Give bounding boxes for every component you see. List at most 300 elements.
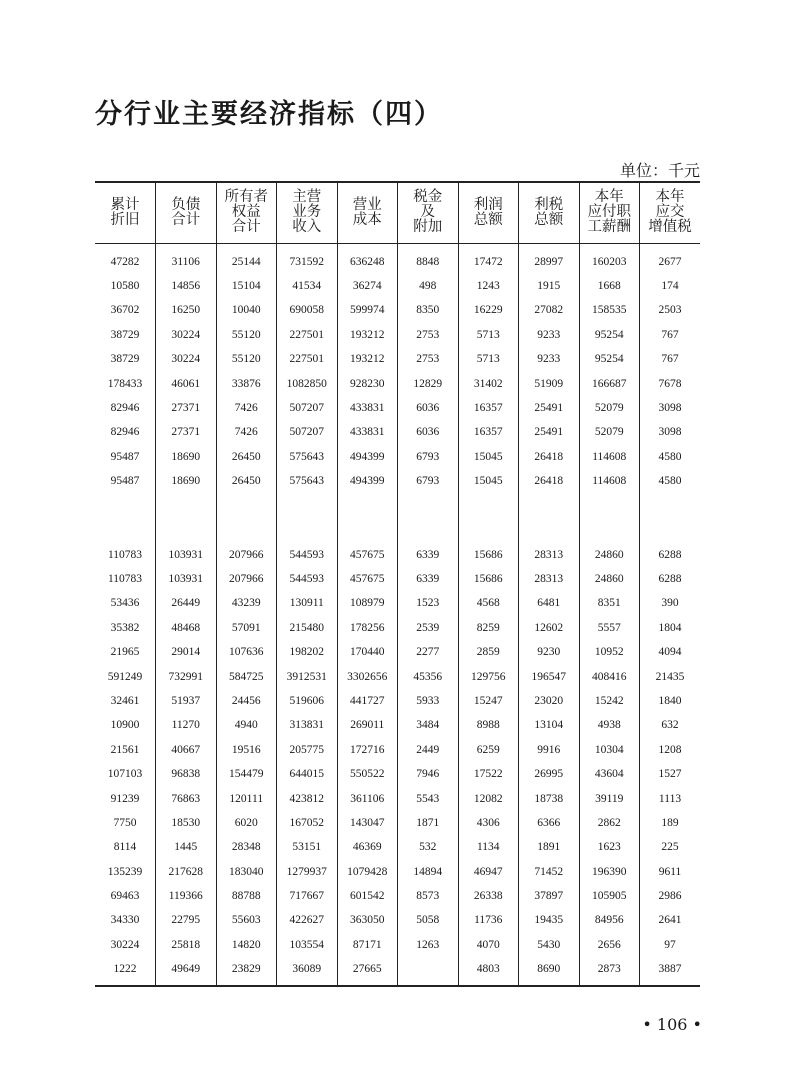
table-cell: 29014 — [156, 640, 217, 664]
table-cell: 18690 — [156, 445, 217, 469]
table-cell: 174 — [640, 274, 701, 298]
column-header-line: 利润 — [473, 196, 503, 213]
table-cell: 15045 — [458, 469, 519, 493]
table-cell: 95254 — [579, 323, 640, 347]
table-cell: 636248 — [337, 243, 398, 274]
table-cell: 12082 — [458, 786, 519, 810]
table-cell: 76863 — [156, 786, 217, 810]
column-header-line: 税金 — [413, 189, 443, 206]
table-cell: 6036 — [398, 420, 459, 444]
table-cell: 1222 — [95, 957, 156, 986]
table-cell: 47282 — [110, 255, 140, 268]
table-cell: 28997 — [519, 243, 580, 274]
table-cell: 119366 — [156, 884, 217, 908]
table-cell: 17522 — [458, 762, 519, 786]
table-cell: 4803 — [458, 957, 519, 986]
table-cell: 95487 — [110, 450, 140, 463]
table-cell: 87171 — [337, 933, 398, 957]
table-cell: 2862 — [579, 811, 640, 835]
table-cell: 9916 — [519, 738, 580, 762]
table-cell: 2753 — [398, 323, 459, 347]
table-cell: 21561 — [110, 743, 140, 756]
table-cell: 158535 — [579, 298, 640, 322]
table-cell: 205775 — [277, 738, 338, 762]
column-header — [458, 182, 519, 243]
table-cell: 3098 — [640, 420, 701, 444]
table-cell: 8988 — [458, 713, 519, 737]
table-cell: 36089 — [277, 957, 338, 986]
table-cell: 105905 — [579, 884, 640, 908]
table-cell: 575643 — [277, 445, 338, 469]
table-cell: 215480 — [277, 616, 338, 640]
table-cell: 1445 — [156, 835, 217, 859]
table-cell: 196547 — [519, 664, 580, 688]
table-row — [95, 274, 700, 298]
table-cell: 1208 — [640, 738, 701, 762]
table-cell: 178256 — [337, 616, 398, 640]
table-cell: 457675 — [337, 567, 398, 591]
table-cell: 189 — [640, 811, 701, 835]
table-cell: 107636 — [216, 640, 277, 664]
table-cell: 71452 — [519, 859, 580, 883]
table-cell: 52079 — [579, 420, 640, 444]
table-cell: 8690 — [519, 957, 580, 986]
table-cell: 584725 — [216, 664, 277, 688]
table-cell: 18690 — [156, 469, 217, 493]
table-cell: 15104 — [216, 274, 277, 298]
indicator-table — [95, 181, 700, 987]
column-header — [398, 182, 459, 243]
table-cell: 10580 — [110, 280, 140, 293]
table-cell: 55603 — [216, 908, 277, 932]
table-cell: 14856 — [156, 274, 217, 298]
table-cell: 27082 — [519, 298, 580, 322]
table-cell: 7426 — [216, 396, 277, 420]
table-row — [95, 323, 700, 347]
table-row — [95, 591, 700, 615]
table-cell: 170440 — [337, 640, 398, 664]
column-header-line: 收入 — [292, 219, 322, 236]
table-cell: 6288 — [640, 542, 701, 566]
table-cell: 767 — [640, 347, 701, 371]
table-cell: 32461 — [110, 694, 140, 707]
table-cell: 8573 — [398, 884, 459, 908]
table-row — [95, 567, 700, 591]
table-cell: 6020 — [216, 811, 277, 835]
column-header — [277, 182, 338, 243]
table-cell: 2449 — [398, 738, 459, 762]
table-cell: 9233 — [519, 323, 580, 347]
table-cell: 690058 — [277, 298, 338, 322]
empty-cell — [95, 493, 156, 542]
table-cell: 16250 — [156, 298, 217, 322]
table-cell: 507207 — [277, 420, 338, 444]
table-cell: 5713 — [458, 323, 519, 347]
table-cell: 441727 — [337, 689, 398, 713]
table-row — [95, 420, 700, 444]
table-cell: 6339 — [398, 542, 459, 566]
table-cell: 110783 — [107, 572, 143, 585]
table-cell: 26449 — [156, 591, 217, 615]
table-cell: 130911 — [277, 591, 338, 615]
table-row — [95, 908, 700, 932]
column-header-line: 应付职 — [587, 204, 631, 221]
table-cell: 103931 — [156, 542, 217, 566]
table-cell: 767 — [640, 323, 701, 347]
table-cell: 82946 — [110, 402, 140, 415]
table-row — [95, 933, 700, 957]
table-row — [95, 884, 700, 908]
table-cell: 21435 — [640, 664, 701, 688]
column-header — [579, 182, 640, 243]
table-cell: 433831 — [337, 420, 398, 444]
table-cell: 16229 — [458, 298, 519, 322]
table-cell: 3484 — [398, 713, 459, 737]
table-row — [95, 347, 700, 371]
empty-cell — [398, 493, 459, 542]
table-cell: 31402 — [458, 371, 519, 395]
table-row — [95, 396, 700, 420]
table-cell: 6036 — [398, 396, 459, 420]
table-cell: 6481 — [519, 591, 580, 615]
table-cell: 30224 — [156, 323, 217, 347]
table-cell: 19435 — [519, 908, 580, 932]
table-cell: 3912531 — [277, 664, 338, 688]
table-cell: 114608 — [579, 469, 640, 493]
column-header-line: 所有者 — [224, 189, 268, 206]
table-cell: 27371 — [156, 396, 217, 420]
table-cell: 575643 — [277, 469, 338, 493]
empty-cell — [156, 493, 217, 542]
table-cell: 28313 — [519, 542, 580, 566]
table-cell: 12829 — [398, 371, 459, 395]
table-cell: 25144 — [216, 243, 277, 274]
table-cell: 53436 — [110, 597, 140, 610]
table-cell: 46369 — [337, 835, 398, 859]
table-cell: 55120 — [216, 347, 277, 371]
table-cell: 16357 — [458, 396, 519, 420]
table-cell: 227501 — [277, 347, 338, 371]
table-cell: 498 — [398, 274, 459, 298]
table-cell — [398, 957, 459, 986]
column-header-line: 合计 — [171, 211, 201, 228]
table-row — [95, 859, 700, 883]
table-cell: 5557 — [579, 616, 640, 640]
table-cell: 26418 — [519, 469, 580, 493]
table-cell: 433831 — [337, 396, 398, 420]
table-cell: 28313 — [519, 567, 580, 591]
table-cell: 2641 — [640, 908, 701, 932]
table-cell: 4938 — [579, 713, 640, 737]
table-cell: 9230 — [519, 640, 580, 664]
table-cell: 1079428 — [337, 859, 398, 883]
table-cell: 2656 — [579, 933, 640, 957]
table-cell: 95487 — [110, 475, 140, 488]
table-cell: 207966 — [216, 542, 277, 566]
table-cell: 1915 — [519, 274, 580, 298]
table-cell: 97 — [640, 933, 701, 957]
table-cell: 193212 — [337, 347, 398, 371]
table-cell: 6366 — [519, 811, 580, 835]
table-cell: 39119 — [579, 786, 640, 810]
table-cell: 26450 — [216, 469, 277, 493]
table-cell: 8114 — [113, 841, 137, 854]
table-cell: 4070 — [458, 933, 519, 957]
empty-cell — [216, 493, 277, 542]
table-cell: 4306 — [458, 811, 519, 835]
column-header-line: 附加 — [413, 219, 443, 236]
column-header-line: 负债 — [171, 196, 201, 213]
table-cell: 227501 — [277, 323, 338, 347]
column-header-line: 及 — [420, 204, 435, 221]
table-cell: 21965 — [110, 646, 140, 659]
table-cell: 26450 — [216, 445, 277, 469]
table-cell: 38729 — [110, 328, 140, 341]
table-cell: 167052 — [277, 811, 338, 835]
column-header-line: 成本 — [352, 211, 382, 228]
table-cell: 55120 — [216, 323, 277, 347]
table-cell: 11736 — [458, 908, 519, 932]
table-cell: 4094 — [640, 640, 701, 664]
table-cell: 363050 — [337, 908, 398, 932]
table-cell: 1891 — [519, 835, 580, 859]
table-cell: 8259 — [458, 616, 519, 640]
unit-label: 单位：千元 — [619, 161, 700, 180]
column-header-line: 本年 — [594, 189, 624, 206]
table-cell: 591249 — [107, 670, 143, 683]
table-cell: 225 — [640, 835, 701, 859]
table-cell: 198202 — [277, 640, 338, 664]
table-cell: 10952 — [579, 640, 640, 664]
table-cell: 172716 — [337, 738, 398, 762]
table-cell: 110783 — [107, 548, 143, 561]
table-cell: 6259 — [458, 738, 519, 762]
empty-cell — [519, 493, 580, 542]
table-cell: 10040 — [216, 298, 277, 322]
table-cell: 2277 — [398, 640, 459, 664]
table-cell: 48468 — [156, 616, 217, 640]
page-title: 分行业主要经济指标（四） — [95, 99, 443, 130]
table-cell: 24860 — [579, 567, 640, 591]
table-cell: 135239 — [107, 865, 143, 878]
column-header-line: 折旧 — [110, 211, 140, 228]
table-cell: 53151 — [277, 835, 338, 859]
table-cell: 3098 — [640, 396, 701, 420]
column-header — [337, 182, 398, 243]
table-cell: 46947 — [458, 859, 519, 883]
column-header-line: 增值税 — [648, 219, 692, 236]
table-cell: 51937 — [156, 689, 217, 713]
table-cell: 57091 — [216, 616, 277, 640]
table-cell: 26995 — [519, 762, 580, 786]
table-cell: 13104 — [519, 713, 580, 737]
table-cell: 2539 — [398, 616, 459, 640]
table-row — [95, 811, 700, 835]
table-cell: 22795 — [156, 908, 217, 932]
table-cell: 3302656 — [337, 664, 398, 688]
table-cell: 1623 — [579, 835, 640, 859]
table-cell: 69463 — [110, 890, 140, 903]
table-cell: 193212 — [337, 323, 398, 347]
table-cell: 6288 — [640, 567, 701, 591]
column-header-line: 总额 — [534, 211, 564, 228]
table-cell: 41534 — [277, 274, 338, 298]
table-cell: 1804 — [640, 616, 701, 640]
table-cell: 120111 — [216, 786, 277, 810]
column-header-line: 应交 — [655, 204, 685, 221]
table-cell: 6793 — [398, 445, 459, 469]
table-cell: 599974 — [337, 298, 398, 322]
table-cell: 30224 — [156, 347, 217, 371]
table-cell: 30224 — [110, 938, 140, 951]
table-cell: 25818 — [156, 933, 217, 957]
table-cell: 1840 — [640, 689, 701, 713]
table-cell: 40667 — [156, 738, 217, 762]
table-cell: 494399 — [337, 469, 398, 493]
table-cell: 519606 — [277, 689, 338, 713]
table-cell: 23829 — [216, 957, 277, 986]
table-cell: 95254 — [579, 347, 640, 371]
table-cell: 14894 — [398, 859, 459, 883]
table-cell: 1523 — [398, 591, 459, 615]
table-cell: 1243 — [458, 274, 519, 298]
table-cell: 45356 — [398, 664, 459, 688]
table-cell: 15242 — [579, 689, 640, 713]
table-cell: 49649 — [156, 957, 217, 986]
table-cell: 269011 — [337, 713, 398, 737]
table-cell: 27371 — [156, 420, 217, 444]
table-cell: 35382 — [110, 621, 140, 634]
table-cell: 4580 — [640, 445, 701, 469]
column-header-line: 权益 — [231, 204, 261, 221]
table-cell: 43604 — [579, 762, 640, 786]
table-row — [95, 689, 700, 713]
table-cell: 601542 — [337, 884, 398, 908]
table-body — [95, 243, 700, 986]
table-cell: 7946 — [398, 762, 459, 786]
table-cell: 1082850 — [277, 371, 338, 395]
table-cell: 532 — [398, 835, 459, 859]
table-cell: 6793 — [398, 469, 459, 493]
table-cell: 15686 — [458, 567, 519, 591]
table-cell: 84956 — [579, 908, 640, 932]
table-cell: 4940 — [216, 713, 277, 737]
table-cell: 1668 — [579, 274, 640, 298]
table-cell: 36702 — [110, 304, 140, 317]
table-row — [95, 738, 700, 762]
table-cell: 10900 — [110, 719, 140, 732]
table-cell: 2859 — [458, 640, 519, 664]
table-row — [95, 957, 700, 986]
table-cell: 2986 — [640, 884, 701, 908]
table-cell: 717667 — [277, 884, 338, 908]
table-cell: 422627 — [277, 908, 338, 932]
table-cell: 408416 — [579, 664, 640, 688]
column-header-line: 总额 — [473, 211, 503, 228]
table-cell: 6339 — [398, 567, 459, 591]
table-cell: 10304 — [579, 738, 640, 762]
table-cell: 103554 — [277, 933, 338, 957]
table-cell: 1871 — [398, 811, 459, 835]
table-header-row — [95, 182, 700, 243]
table-cell: 507207 — [277, 396, 338, 420]
table-cell: 12602 — [519, 616, 580, 640]
table-cell: 24456 — [216, 689, 277, 713]
column-header — [156, 182, 217, 243]
table-cell: 38729 — [110, 353, 140, 366]
table-row — [95, 713, 700, 737]
table-cell: 166687 — [579, 371, 640, 395]
table-cell: 390 — [640, 591, 701, 615]
column-header — [640, 182, 701, 243]
table-cell: 423812 — [277, 786, 338, 810]
table-cell: 16357 — [458, 420, 519, 444]
table-cell: 103931 — [156, 567, 217, 591]
empty-cell — [277, 493, 338, 542]
table-cell: 19516 — [216, 738, 277, 762]
column-header-line: 累计 — [110, 196, 140, 213]
column-header — [216, 182, 277, 243]
table-row — [95, 640, 700, 664]
table-cell: 8848 — [398, 243, 459, 274]
table-cell: 52079 — [579, 396, 640, 420]
table-cell: 107103 — [107, 768, 143, 781]
table-cell: 11270 — [156, 713, 217, 737]
table-cell: 183040 — [216, 859, 277, 883]
table-cell: 4580 — [640, 469, 701, 493]
column-header — [95, 182, 156, 243]
table-cell: 544593 — [277, 542, 338, 566]
table-cell: 1134 — [458, 835, 519, 859]
table-cell: 5713 — [458, 347, 519, 371]
column-header-line: 工薪酬 — [587, 219, 631, 236]
table-cell: 7426 — [216, 420, 277, 444]
column-header — [519, 182, 580, 243]
table-cell: 217628 — [156, 859, 217, 883]
table-cell: 313831 — [277, 713, 338, 737]
table-cell: 28348 — [216, 835, 277, 859]
table-cell: 178433 — [107, 377, 143, 390]
table-cell: 632 — [640, 713, 701, 737]
table-cell: 143047 — [337, 811, 398, 835]
table-cell: 1279937 — [277, 859, 338, 883]
table-cell: 1263 — [398, 933, 459, 957]
table-row — [95, 542, 700, 566]
table-cell: 108979 — [337, 591, 398, 615]
table-cell: 1113 — [640, 786, 701, 810]
table-row — [95, 445, 700, 469]
table-cell: 114608 — [579, 445, 640, 469]
column-header-line: 营业 — [352, 196, 382, 213]
empty-cell — [640, 493, 701, 542]
table-cell: 46061 — [156, 371, 217, 395]
table-row — [95, 616, 700, 640]
table-cell: 2677 — [640, 243, 701, 274]
table-row — [95, 786, 700, 810]
table-cell: 457675 — [337, 542, 398, 566]
column-header-line: 利税 — [534, 196, 564, 213]
table-cell: 18738 — [519, 786, 580, 810]
table-cell: 82946 — [110, 426, 140, 439]
table-cell: 3887 — [640, 957, 701, 986]
table-cell: 88788 — [216, 884, 277, 908]
table-cell: 196390 — [579, 859, 640, 883]
empty-cell — [579, 493, 640, 542]
table-cell: 31106 — [156, 243, 217, 274]
table-cell: 361106 — [337, 786, 398, 810]
column-header-line: 主营 — [292, 189, 322, 206]
table-cell: 5933 — [398, 689, 459, 713]
